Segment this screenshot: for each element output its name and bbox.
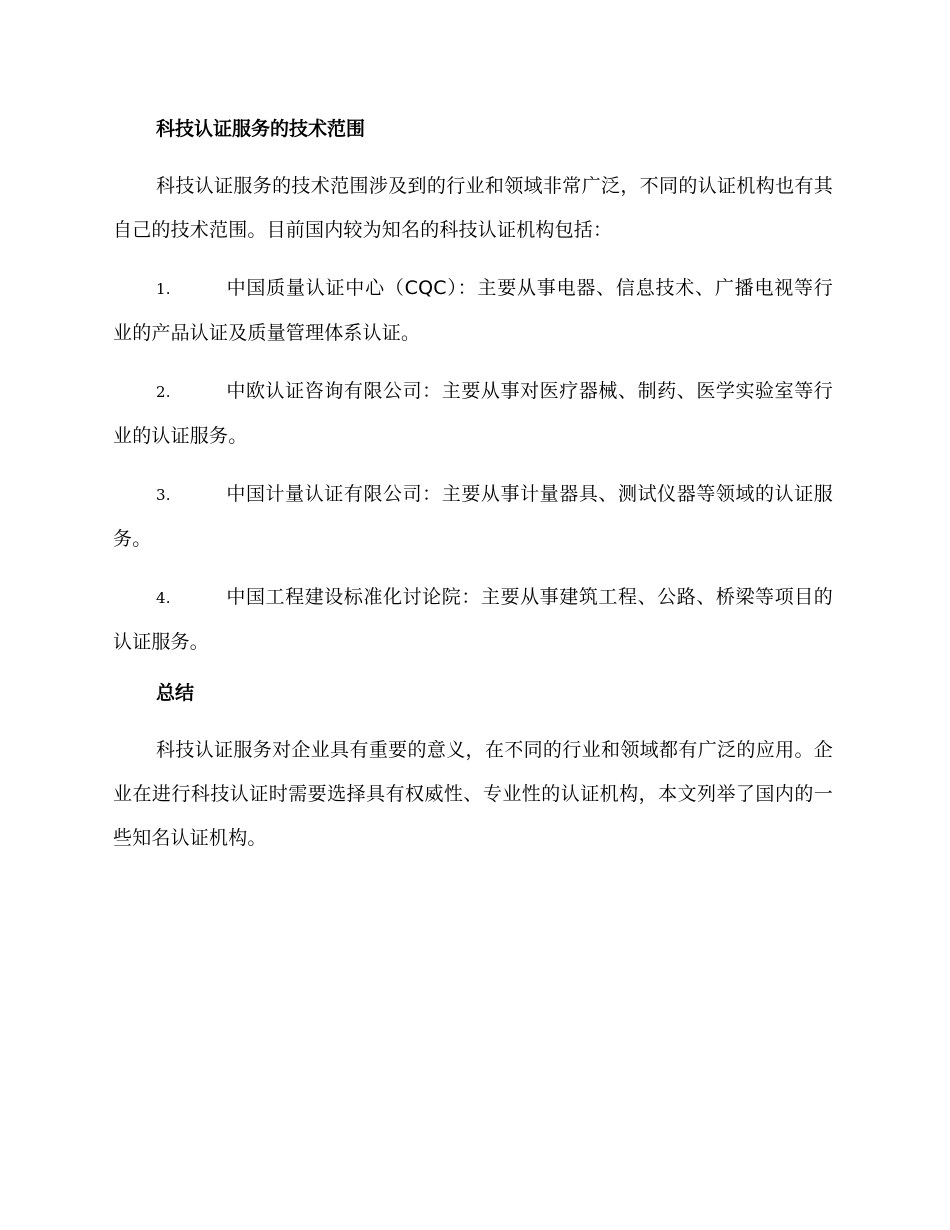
list-item-text: 中国计量认证有限公司：主要从事计量器具、测试仪器等领域的认证服务。 <box>113 483 833 550</box>
list-item <box>113 575 833 664</box>
section-heading-tech-scope: 科技认证服务的技术范围 <box>156 118 366 140</box>
list-item-text: 中国质量认证中心（CQC）：主要从事电器、信息技术、广播电视等行业的产品认证及质量管理体系认证。 <box>113 277 833 344</box>
list-number: 1. <box>156 280 171 298</box>
document-page <box>113 100 833 874</box>
summary-paragraph: 科技认证服务对企业具有重要的意义，在不同的行业和领域都有广泛的应用。企业在进行科技认证时需要选择具有权威性、专业性的认证机构，本文列举了国内的一些知名认证机构。 <box>113 739 833 849</box>
list-number: 2. <box>156 383 171 401</box>
list-item-text: 中国工程建设标准化讨论院：主要从事建筑工程、公路、桥梁等项目的认证服务。 <box>113 586 833 653</box>
list-number: 4. <box>156 589 171 607</box>
intro-paragraph: 科技认证服务的技术范围涉及到的行业和领域非常广泛，不同的认证机构也有其自己的技术范围。目前国内较为知名的科技认证机构包括： <box>113 175 833 241</box>
list-item <box>113 472 833 561</box>
list-item <box>113 266 833 355</box>
list-item <box>113 369 833 458</box>
list-number: 3. <box>156 486 171 504</box>
section-heading-summary: 总结 <box>156 682 195 704</box>
list-item-text: 中欧认证咨询有限公司：主要从事对医疗器械、制药、医学实验室等行业的认证服务。 <box>113 380 833 447</box>
